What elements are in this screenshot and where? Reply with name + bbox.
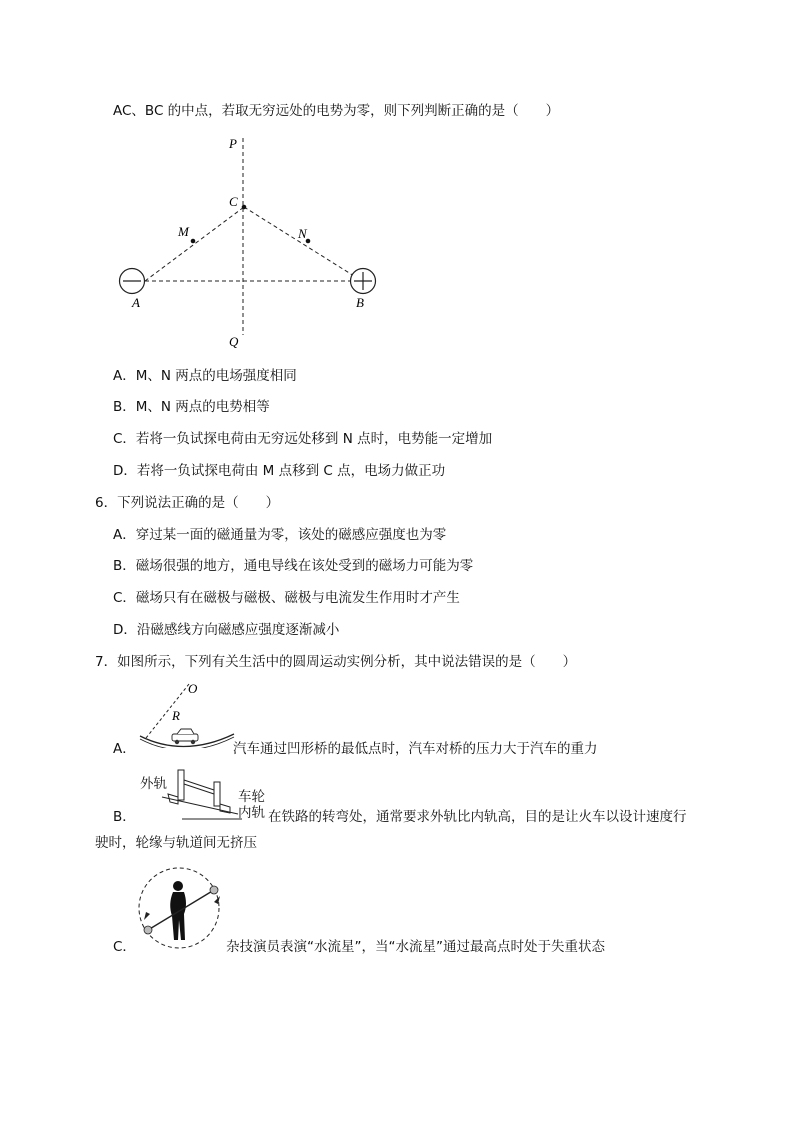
q7-stem: 7．如图所示，下列有关生活中的圆周运动实例分析，其中说法错误的是（ ）	[95, 654, 577, 670]
q7-option-b-text: 在铁路的转弯处，通常要求外轨比内轨高，目的是让火车以设计速度行	[268, 809, 687, 825]
label-p: P	[229, 136, 237, 151]
q6-option-d: D．沿磁感线方向磁感应强度逐渐减小	[113, 622, 340, 638]
label-m: M	[178, 224, 189, 239]
label-b: B	[356, 295, 364, 310]
q7c-water-meteor-figure	[134, 862, 224, 952]
label-outer-rail: 外轨	[140, 776, 167, 792]
q7-option-a-letter: A．	[113, 741, 136, 757]
label-q: Q	[229, 334, 239, 349]
q7-option-b-text-line2: 驶时，轮缘与轨道间无挤压	[95, 835, 257, 851]
ac-dashed-line	[145, 207, 244, 281]
bc-dashed-line	[244, 207, 362, 281]
label-r: R	[172, 708, 180, 723]
q7-option-c-text: 杂技演员表演“水流星”，当“水流星”通过最高点时处于失重状态	[226, 939, 605, 955]
negative-charge-a	[120, 269, 145, 294]
q7-option-a-text: 汽车通过凹形桥的最低点时，汽车对桥的压力大于汽车的重力	[233, 741, 598, 757]
q5-option-c: C．若将一负试探电荷由无穷远处移到 N 点时，电势能一定增加	[113, 431, 493, 447]
q7a-concave-bridge-figure	[132, 678, 242, 748]
q7-option-b-letter: B．	[113, 809, 136, 825]
q5-option-b: B．M、N 两点的电势相等	[113, 399, 270, 415]
label-c: C	[229, 194, 238, 209]
acrobat-silhouette-icon	[170, 881, 186, 940]
point-m	[191, 239, 196, 244]
label-a: A	[132, 295, 140, 310]
q5-option-a: A．M、N 两点的电场强度相同	[113, 368, 297, 384]
q6-option-b: B．磁场很强的地方，通电导线在该处受到的磁场力可能为零	[113, 558, 474, 574]
car-icon	[172, 729, 198, 744]
label-n: N	[298, 226, 307, 241]
q6-option-a: A．穿过某一面的磁通量为零，该处的磁感应强度也为零	[113, 527, 447, 543]
label-o: O	[188, 681, 198, 696]
point-c	[242, 205, 247, 210]
q5-charge-diagram	[108, 130, 408, 370]
q6-option-c: C．磁场只有在磁极与磁极、磁极与电流发生作用时才产生	[113, 590, 460, 606]
q5-option-d: D．若将一负试探电荷由 M 点移到 C 点，电场力做正功	[113, 463, 446, 479]
label-inner-rail: 内轨	[238, 805, 265, 821]
q6-stem: 6．下列说法正确的是（ ）	[95, 495, 280, 511]
positive-charge-b	[351, 269, 376, 294]
q7-option-c-letter: C．	[113, 939, 136, 955]
label-wheel: 车轮	[238, 789, 265, 805]
q5-stem-continuation: AC、BC 的中点，若取无穷远处的电势为零，则下列判断正确的是（ ）	[113, 103, 560, 119]
